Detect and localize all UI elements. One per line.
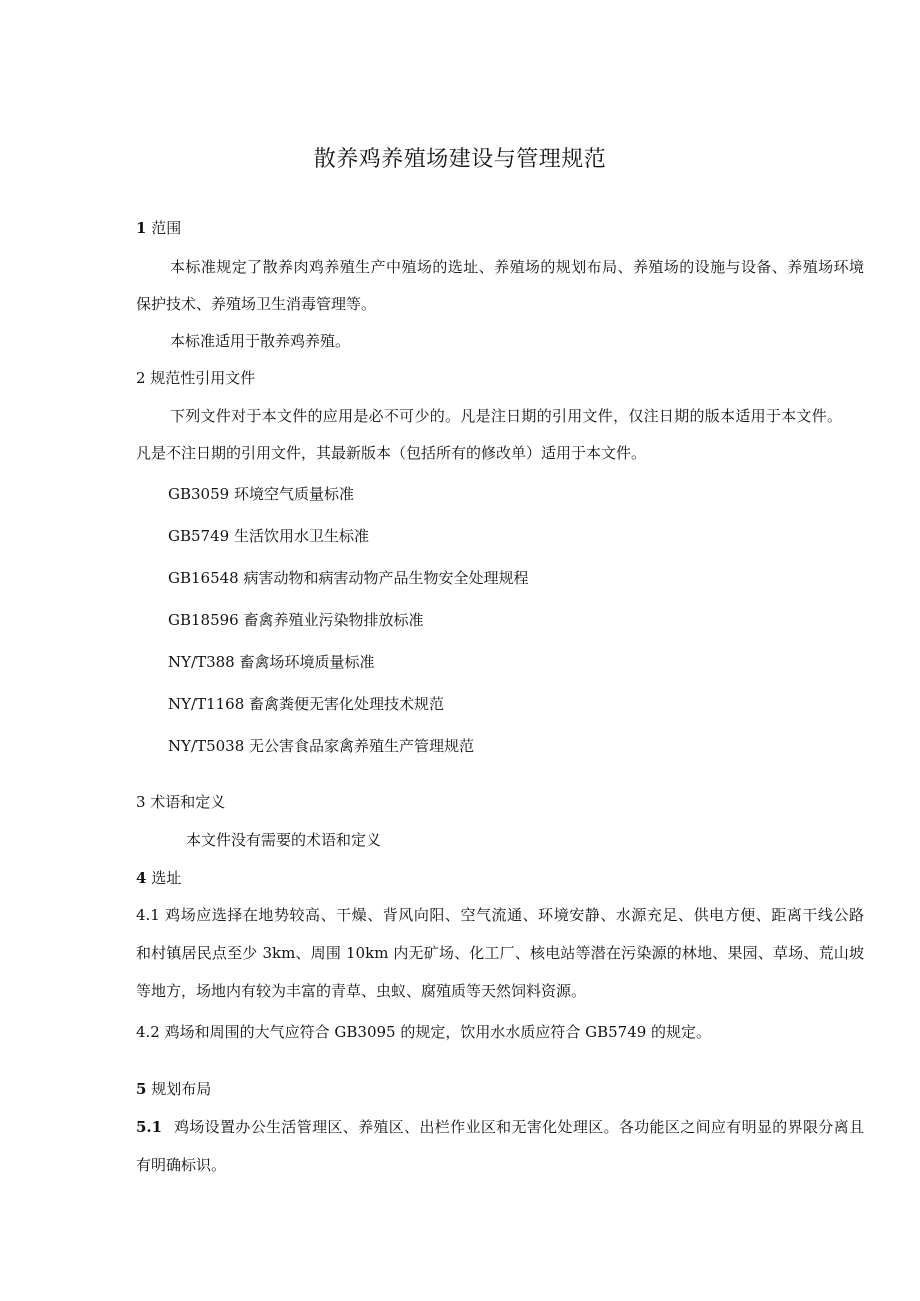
section-2-para-1-line-1: 下列文件对于本文件的应用是必不可少的。凡是注日期的引用文件，仅注日期的版本适用于本文件。: [170, 407, 842, 425]
section-1-heading: [136, 218, 181, 238]
section-5-heading: [136, 1079, 211, 1099]
section-2-para-1-line-2: 凡是不注日期的引用文件，其最新版本（包括所有的修改单）适用于本文件。: [136, 444, 647, 462]
section-1-para-1-line-1: 本标准规定了散养肉鸡养殖生产中殖场的选址、养殖场的规划布局、养殖场的设施与设备、养殖场环境: [170, 258, 864, 276]
clause-number: 5.1: [136, 1118, 163, 1136]
reference-item: NY/T5038 无公害食品家禽养殖生产管理规范: [168, 737, 475, 755]
section-4-para-1-line-1: 4.1 鸡场应选择在地势较高、干燥、背风向阳、空气流通、环境安静、水源充足、供电方便、距离干线公路: [136, 906, 864, 924]
section-5-para-1-number: [136, 1117, 162, 1137]
section-3-para-1: 本文件没有需要的术语和定义: [186, 831, 382, 849]
section-3-heading: 3 术语和定义: [136, 793, 226, 811]
reference-item: GB16548 病害动物和病害动物产品生物安全处理规程: [168, 569, 529, 587]
section-4-number: 4: [136, 869, 147, 887]
section-1-title: 范围: [151, 219, 182, 237]
section-5-title: 规划布局: [151, 1080, 212, 1098]
document-title: 散养鸡养殖场建设与管理规范: [313, 147, 607, 172]
section-5-para-1-line-1: 鸡场设置办公生活管理区、养殖区、出栏作业区和无害化处理区。各功能区之间应有明显的界限分离且: [174, 1118, 864, 1136]
section-2-heading: 2 规范性引用文件: [136, 369, 256, 387]
reference-item: NY/T1168 畜禽粪便无害化处理技术规范: [168, 695, 445, 713]
reference-item: GB5749 生活饮用水卫生标准: [168, 527, 369, 545]
section-4-para-1-line-3: 等地方，场地内有较为丰富的青草、虫蚁、腐殖质等天然饲料资源。: [136, 982, 587, 1000]
section-5-para-1-line-2: 有明确标识。: [136, 1156, 227, 1174]
section-1-para-1-line-2: 保护技术、养殖场卫生消毒管理等。: [136, 295, 377, 313]
section-4-heading: [136, 868, 181, 888]
section-5-number: 5: [136, 1080, 147, 1098]
section-4-title: 选址: [151, 869, 182, 887]
section-4-para-1-line-2: 和村镇居民点至少 3km、周围 10km 内无矿场、化工厂、核电站等潜在污染源的林地、果园、草场、荒山坡: [136, 944, 864, 962]
section-4-para-2: 4.2 鸡场和周围的大气应符合 GB3095 的规定，饮用水水质应符合 GB5749 的规定。: [136, 1023, 712, 1041]
section-1-para-2: 本标准适用于散养鸡养殖。: [170, 332, 351, 350]
section-1-number: 1: [136, 219, 147, 237]
reference-item: GB3059 环境空气质量标准: [168, 485, 354, 503]
reference-item: GB18596 畜禽养殖业污染物排放标准: [168, 611, 424, 629]
reference-item: NY/T388 畜禽场环境质量标准: [168, 653, 375, 671]
